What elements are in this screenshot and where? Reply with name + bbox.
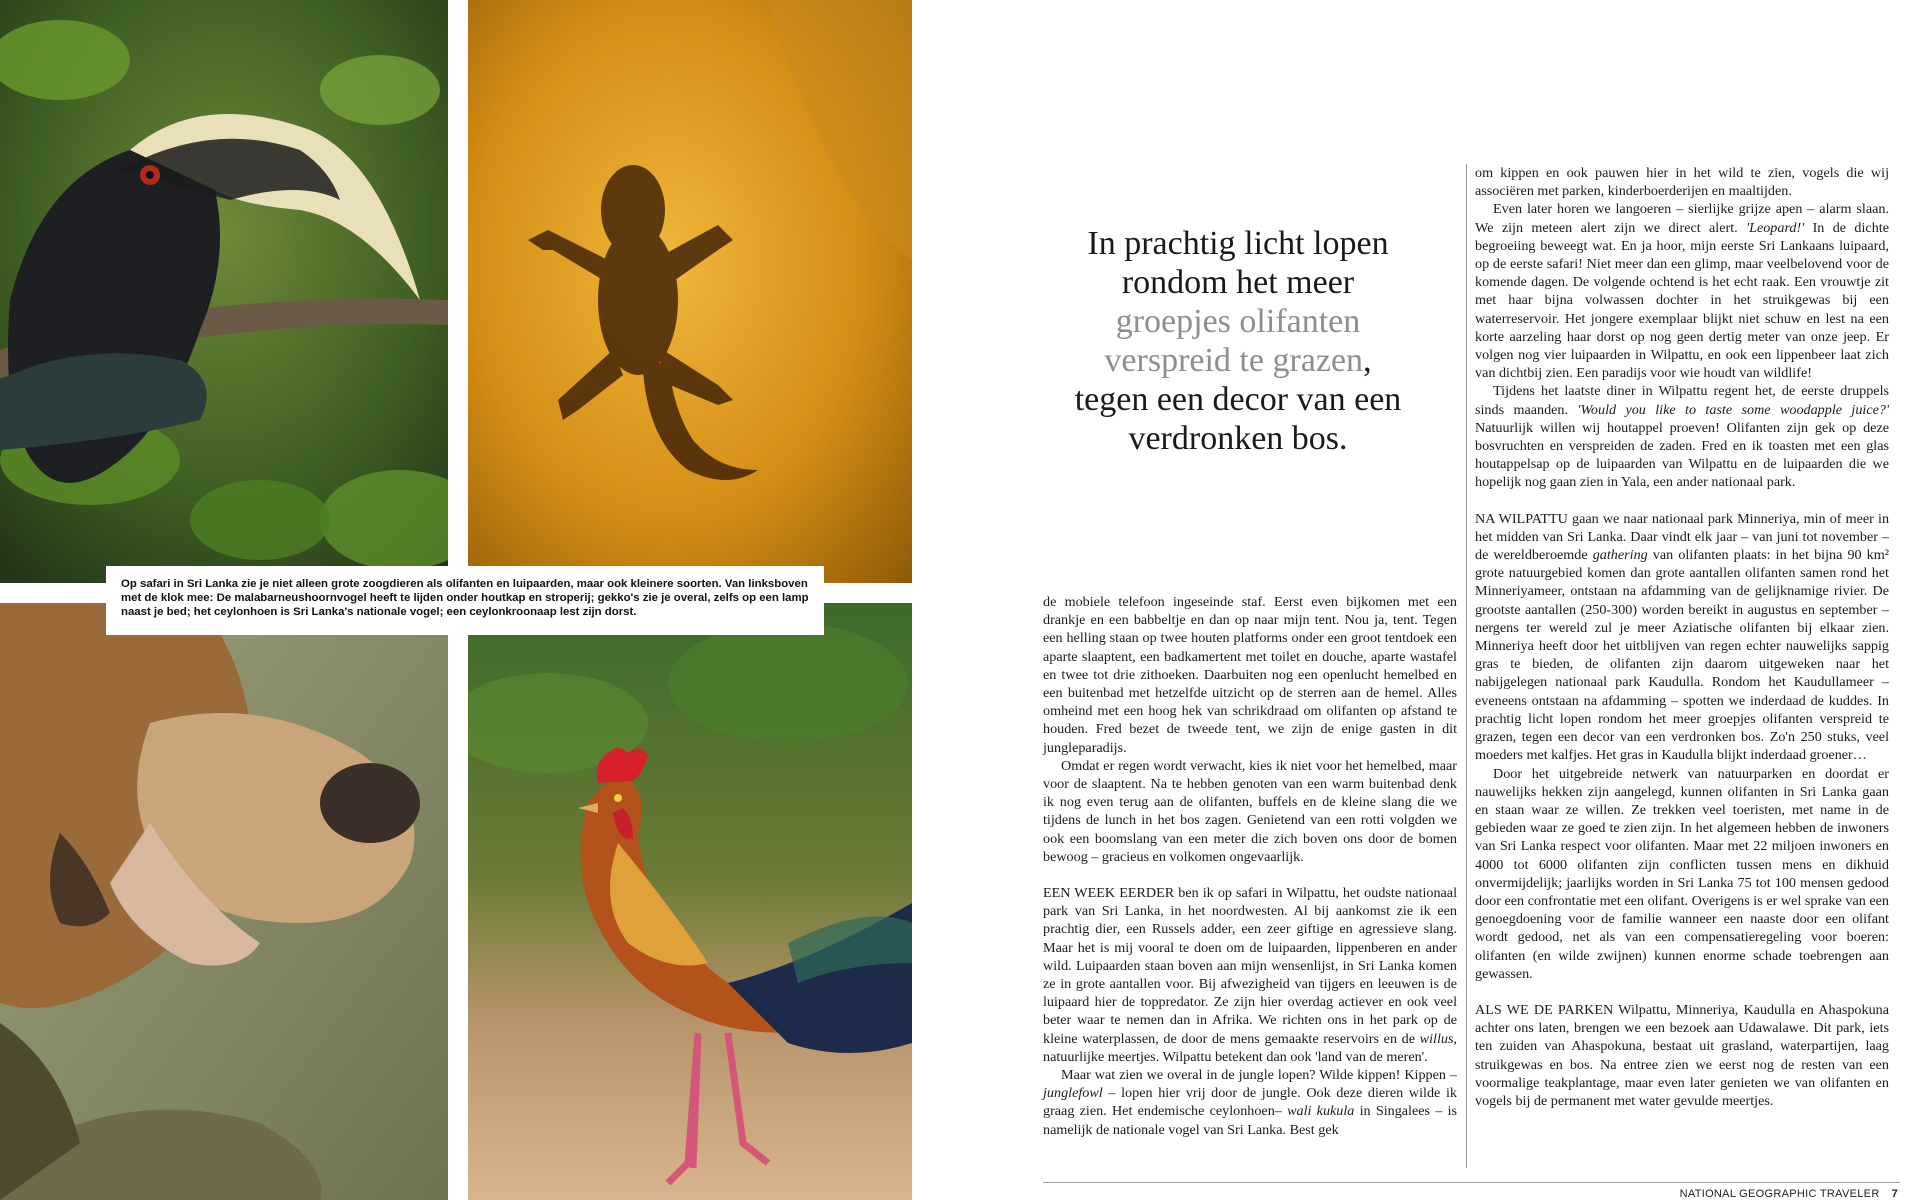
page-number: 7: [1891, 1188, 1898, 1200]
paragraph: Tijdens het laatste diner in Wilpattu regent het, de eerste druppels sinds maanden. 'Would you like to taste some woodapple juice?' Natuurlijk willen wij houtappel proeven! Olifanten zijn gek op deze bosvruchten en verspreiden de zaden. Fred en ik toasten met een glas houtappelsap op de luipaarden van Wilpattu en de luipaarden die we hopelijk nog gaan zien in Yala, een ander nationaal park.: [1475, 383, 1889, 491]
photo-caption: Op safari in Sri Lanka zie je niet alleen grote zoogdieren als olifanten en luipaarden, maar ook kleinere soorten. Van linksboven met de klok mee: De malabarneushoornvogel heeft te lijden onder houtkap en stroperij; gekko's zie je overal, zelfs op een lamp naast je bed; het ceylonhoen is Sri Lanka's nationale vogel; een ceylonkroonaap lest zijn dorst.: [106, 566, 824, 635]
pull-quote-part2: , tegen een decor van een verdronken bos.: [1074, 342, 1402, 457]
paragraph: de mobiele telefoon ingeseinde staf. Eerst even bijkomen met een drankje en een babbeltje en dan op naar mijn tent. Nou ja, tent. Tegen een helling staan op twee houten platforms onder een groot tentdoek een aparte slaaptent, een badkamertent met toilet en douche, aparte wastafel en twee tot drie zithoeken. Daarbuiten nog een openlucht hemelbed en een buitenbad met hetzelfde uitzicht op de sterren aan de hemel. Alles omheind met een hoog hek van schrikdraad om olifanten op afstand te houden. Fred bezet de tweede tent, we zijn de enige gasten in dit jungleparadijs.: [1043, 594, 1457, 756]
paragraph: Omdat er regen wordt verwacht, kies ik niet voor het hemelbed, maar voor de slaaptent. Na te hebben genoten van een warm buitenbad denk ik nog even terug aan de olifanten, buffels en de kleine slang die we tijdens de lunch in het bos zagen. Genietend van een rotti volgden we ook een boomslang van een meter die zich boven ons door de bomen bewoog – gracieus en volkomen ongevaarlijk.: [1043, 757, 1457, 865]
paragraph: om kippen en ook pauwen hier in het wild te zien, vogels die wij associëren met parken, kinderboerderijen en maaltijden.: [1475, 165, 1889, 200]
monkey-photo: [0, 603, 448, 1200]
junglefowl-photo: [468, 603, 912, 1200]
footer-rule: [1043, 1182, 1900, 1183]
column-divider: [1466, 164, 1467, 1168]
paragraph: NA WILPATTU gaan we naar nationaal park Minneriya, min of meer in het midden van Sri Lanka. Daar vindt elk jaar – van juni tot november – de wereldberoemde gathering van olifanten plaats: in het bijna 90 km² grote natuurgebied komen dan grote aantallen olifanten samen rond het Minneriyameer, ontstaan na afdamming van de gelijknamige rivier. De grootste aantallen (250-300) worden bereikt in augustus en september – nergens ter wereld zul je meer Aziatische olifanten bij elkaar zien. Minneriya heeft door het uitblijven van regen echter nauwelijks sappig gras te bieden, de olifanten zijn daarom uitgeweken naar het nabijgelegen nationaal park Kaudulla. Rondom het Kaudullameer – eveneens ontstaan na afdamming – spotten we inderdaad de kuddes. In prachtig licht lopen rondom het meer groepjes olifanten verspreid te grazen, tegen een decor van een verdronken bos. Zo'n 250 stuks, veel moeders met kalfjes. Het gras in Kaudulla blijkt inderdaad groener…: [1475, 510, 1890, 764]
pull-quote: [1068, 224, 1408, 458]
section-lead: NA WILPATTU: [1475, 510, 1568, 527]
paragraph: Door het uitgebreide netwerk van natuurparken en doordat er nauwelijks hekken zijn aangelegd, kunnen olifanten in Sri Lanka gaan en staan waar ze willen. Ze trekken veel toeristen, met name in de gebieden waar ze goed te zien zijn. In het algemeen hebben de inwoners van Sri Lanka respect voor olifanten. Maar met 22 miljoen inwoners en 4000 tot 6000 olifanten zijn conflicten tussen mens en dikhuid onvermijdelijk; jaarlijks worden in Sri Lanka 75 tot 100 mensen gedood door een confrontatie met een olifant. Overigens is er wel sprake van een genoegdoening voor de familie wanneer een naaste door een olifant wordt gedood, net als van een compensatieregeling voor boeren: olifanten (en wilde zwijnen) kunnen enorme schade toebrengen aan gewassen.: [1475, 765, 1889, 982]
pull-quote-highlight: groepjes olifanten verspreid te grazen: [1104, 303, 1364, 379]
article-column-1: [1043, 593, 1457, 1139]
paragraph: EEN WEEK EERDER ben ik op safari in Wilpattu, het oudste nationaal park van Sri Lanka, in het noordwesten. Al bij aankomst zie ik een prachtig dier, een Russels adder, een zeer giftige en agressieve slang. Maar het is mij vooral te doen om de luipaarden, lippenberen en ander wild. Luipaarden staan boven aan mijn wensenlijst, in Sri Lanka komen ze in grote aantallen voor. Bij afwezigheid van tijgers en leeuwen is de luipaard hier de toppredator. Ze zijn hier overdag actiever en ook veel beter waar te nemen dan in Afrika. We richten ons in het park op de kleine waterplassen, de door de mens gemaakte reservoirs en de willus, natuurlijke meertjes. Wilpattu betekent dan ook 'land van de meren'.: [1043, 885, 1457, 1065]
section-lead: EEN WEEK EERDER: [1043, 885, 1175, 902]
paragraph: Even later horen we langoeren – sierlijke grijze apen – alarm slaan. We zijn meteen alert zijn we direct alert. 'Leopard!' In de dichte begroeiing beweegt wat. En ja hoor, mijn eerste Sri Lankaans luipaard, op de eerste safari! Niet meer dan een glimp, maar veelbelovend voor de komende dagen. De volgende ochtend is het echt raak. Een vrouwtje zit met haar bijna volwassen dochter in het struikgewas bij een waterreservoir. Het jongere exemplaar blijkt niet schuw en lest na een korte aarzeling haar dorst op nog geen dertig meter van onze jeep. Er volgen nog vier luipaarden in Wilpattu, en ook een lippenbeer laat zich van dichtbij zien. Een paradijs voor wie houdt van wildlife!: [1475, 201, 1889, 382]
article-column-2: [1475, 164, 1889, 1110]
paragraph: ALS WE DE PARKEN Wilpattu, Minneriya, Kaudulla en Ahaspokuna achter ons laten, brengen we een bezoek aan Udawalawe. Dit park, iets ten zuiden van Ahaspokuna, bestaat uit grasland, waterpartijen, laag struikgewas en bos. Na entree zien we eerst nog de resten van een voormalige teakplantage, maar even later genieten we van olifanten en vogels bij de permanent met water gevulde meertjes.: [1475, 1001, 1889, 1109]
section-lead: ALS WE DE PARKEN: [1475, 1001, 1614, 1018]
paragraph: Maar wat zien we overal in de jungle lopen? Wilde kippen! Kippen – junglefowl – lopen hier vrij door de jungle. Ook deze dieren wilde ik graag zien. Het endemische ceylonhoen– wali kukula in Singalees – is namelijk de nationale vogel van Sri Lanka. Best gek: [1043, 1067, 1457, 1138]
hornbill-photo: [0, 0, 448, 583]
magazine-name: NATIONAL GEOGRAPHIC TRAVELER: [1679, 1188, 1880, 1200]
pull-quote-part1: In prachtig licht lopen rondom het meer: [1087, 225, 1389, 301]
gecko-photo: [468, 0, 912, 583]
page-footer: [1680, 1188, 1898, 1200]
